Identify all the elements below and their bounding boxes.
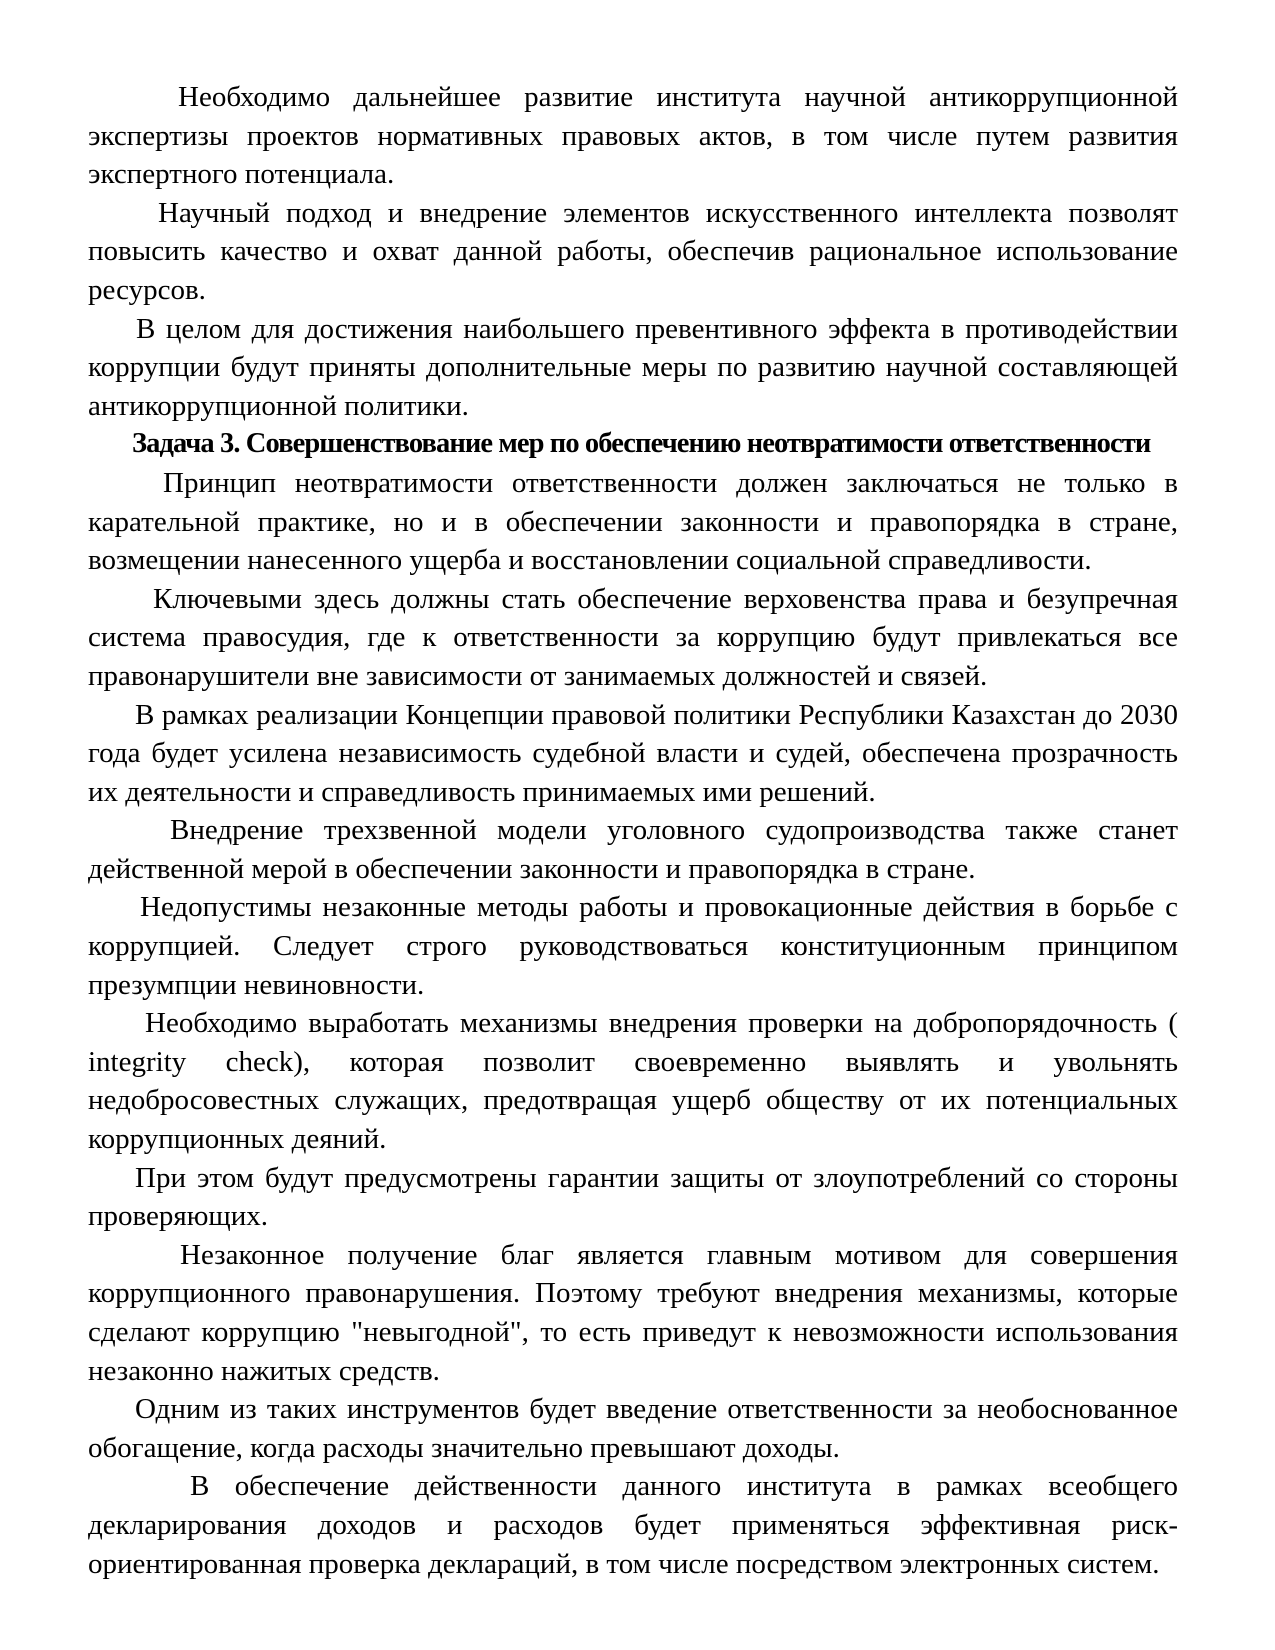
paragraph: В рамках реализации Концепции правовой политики Республики Казахстан до 2030 года будет усилена независимость судебной власти и судей, обеспечена прозрачность их деятельности и справедливость принимаемых ими решений. (88, 698, 1178, 808)
section-heading: Задача 3. Совершенствование мер по обеспечению неотвратимости ответственности (132, 428, 1151, 460)
paragraph: Необходимо выработать механизмы внедрения проверки на добропорядочность ( integrity check), которая позволит своевременно выявлять и увольнять недобросовестных служащих, предотвращая ущерб обществу от их потенциальных коррупционных деяний. (88, 1007, 1178, 1156)
paragraph: Научный подход и внедрение элементов искусственного интеллекта позволят повысить качество и охват данной работы, обеспечив рациональное использование ресурсов. (88, 196, 1178, 306)
paragraph: Недопустимы незаконные методы работы и провокационные действия в борьбе с коррупцией. Следует строго руководствоваться конституционным принципом презумпции невиновности. (88, 891, 1178, 1001)
paragraph: В обеспечение действенности данного института в рамках всеобщего декларирования доходов и расходов будет применяться эффективная риск-ориентированная проверка деклараций, в том числе посредством электронных систем. (88, 1470, 1178, 1580)
paragraph: Внедрение трехзвенной модели уголовного судопроизводства также станет действенной мерой в обеспечении законности и правопорядка в стране. (88, 814, 1178, 885)
paragraph: Необходимо дальнейшее развитие института научной антикоррупционной экспертизы проектов нормативных правовых актов, в том числе путем развития экспертного потенциала. (88, 81, 1178, 191)
paragraph: При этом будут предусмотрены гарантии защиты от злоупотреблений со стороны проверяющих. (88, 1161, 1178, 1233)
paragraph: Незаконное получение благ является главным мотивом для совершения коррупционного правонарушения. Поэтому требуют внедрения механизмы, которые сделают коррупцию "невыгодной", то есть приведут к невозможности использования незаконно нажитых средств. (88, 1238, 1178, 1387)
paragraph: В целом для достижения наибольшего превентивного эффекта в противодействии коррупции будут приняты дополнительные меры по развитию научной составляющей антикоррупционной политики. (88, 312, 1178, 422)
paragraph: Одним из таких инструментов будет введение ответственности за необоснованное обогащение, когда расходы значительно превышают доходы. (88, 1393, 1178, 1464)
paragraph: Ключевыми здесь должны стать обеспечение верховенства права и безупречная система правосудия, где к ответственности за коррупцию будут привлекаться все правонарушители вне зависимости от занимаемых должностей и связей. (88, 582, 1178, 692)
paragraph: Принцип неотвратимости ответственности должен заключаться не только в карательной практике, но и в обеспечении законности и правопорядка в стране, возмещении нанесенного ущерба и восстановлении социальной справедливости. (88, 466, 1178, 577)
